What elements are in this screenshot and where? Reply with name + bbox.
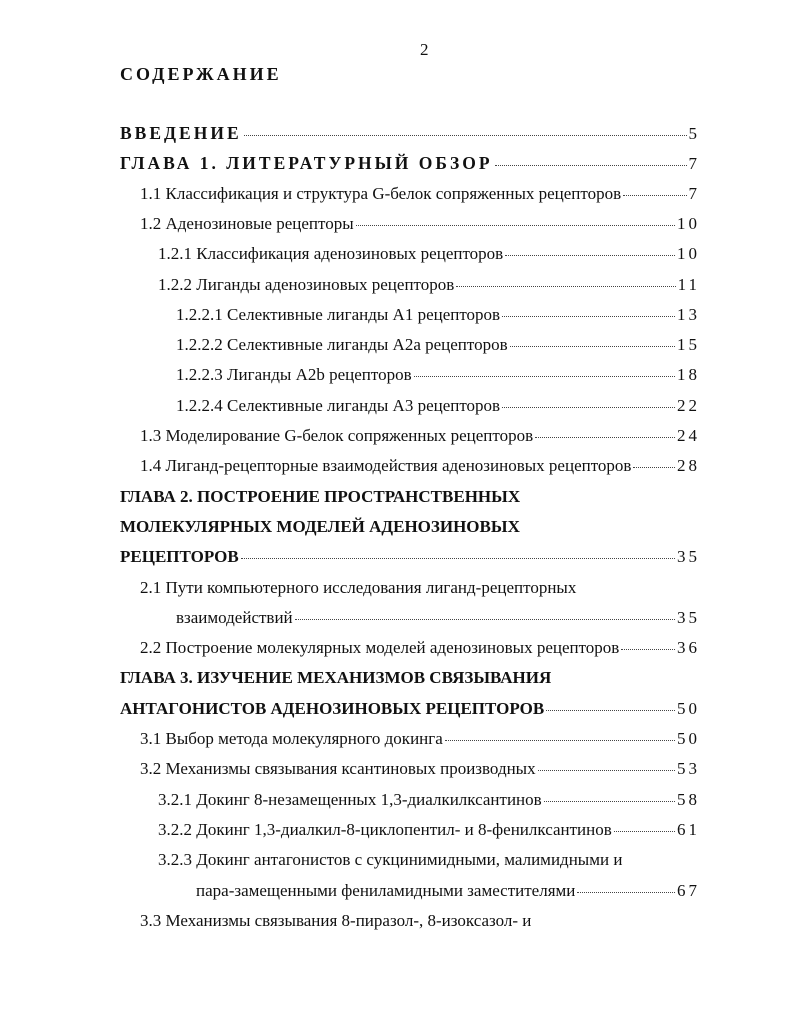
toc-page-number: 7 bbox=[688, 154, 700, 174]
toc-entry-line[interactable] bbox=[158, 275, 700, 299]
toc-entry-title: АНТАГОНИСТОВ АДЕНОЗИНОВЫХ РЕЦЕПТОРОВ bbox=[120, 698, 545, 718]
toc-entry-line[interactable] bbox=[140, 578, 576, 602]
dot-leader bbox=[495, 165, 687, 166]
toc-entry-title: ГЛАВА 2. ПОСТРОЕНИЕ ПРОСТРАНСТВЕННЫХ bbox=[120, 486, 521, 506]
toc-entry-line[interactable] bbox=[176, 335, 700, 359]
toc-page-number: 36 bbox=[677, 638, 700, 658]
toc-entry-title: 3.2.3 Докинг антагонистов с сукцинимидными, малимидными и bbox=[158, 850, 623, 870]
toc-entry-title: пара-замещенными фениламидными заместителями bbox=[196, 880, 576, 900]
toc-entry-title: 1.2.2.2 Селективные лиганды A2a рецепторов bbox=[176, 335, 508, 355]
toc-entry-title: 1.2.2.4 Селективные лиганды A3 рецепторов bbox=[176, 395, 501, 415]
toc-entry-line[interactable] bbox=[120, 547, 700, 571]
toc-entry-title: 3.1 Выбор метода молекулярного докинга bbox=[140, 729, 443, 748]
dot-leader bbox=[633, 467, 675, 468]
toc-page-number: 35 bbox=[677, 607, 700, 627]
dot-leader bbox=[244, 135, 687, 136]
toc-page-number: 7 bbox=[688, 183, 700, 203]
toc-entry-title: 1.2.2.3 Лиганды A2b рецепторов bbox=[176, 365, 412, 385]
toc-entry-line[interactable] bbox=[120, 123, 700, 147]
toc-entry-title: 1.2.1 Классификация аденозиновых рецепторов bbox=[158, 244, 504, 264]
dot-leader bbox=[577, 892, 675, 893]
toc-entry-line[interactable] bbox=[140, 759, 700, 783]
toc-entry-title: 3.3 Механизмы связывания 8-пиразол-, 8-изоксазол- и bbox=[140, 910, 532, 930]
toc-page-number: 53 bbox=[677, 759, 700, 779]
dot-leader bbox=[456, 286, 675, 287]
toc-entry-line[interactable] bbox=[158, 820, 700, 844]
toc-page-number: 5 bbox=[688, 124, 700, 143]
dot-leader bbox=[505, 255, 675, 256]
toc-page-number: 18 bbox=[677, 365, 700, 385]
toc-entry-title: 1.3 Моделирование G-белок сопряженных рецепторов bbox=[140, 426, 534, 445]
toc-entry-line[interactable] bbox=[140, 214, 700, 238]
toc-entry-line[interactable] bbox=[176, 608, 700, 632]
dot-leader bbox=[535, 437, 675, 438]
toc-entry-title: 2.1 Пути компьютерного исследования лиганд-рецепторных bbox=[140, 577, 577, 597]
dot-leader bbox=[356, 225, 675, 226]
toc-entry-title: 3.2.1 Докинг 8-незамещенных 1,3-диалкилксантинов bbox=[158, 789, 542, 809]
toc-entry-line[interactable] bbox=[120, 153, 700, 177]
toc-entry-title: взаимодействий bbox=[176, 607, 293, 627]
toc-entry-line[interactable] bbox=[140, 911, 531, 935]
toc-entry-title: 1.2 Аденозиновые рецепторы bbox=[140, 213, 354, 233]
toc-page-number: 24 bbox=[677, 426, 700, 445]
toc-entry-line[interactable] bbox=[140, 729, 700, 753]
toc-entry-title: 3.2 Механизмы связывания ксантиновых производных bbox=[140, 759, 536, 779]
toc-entry-line[interactable] bbox=[158, 244, 700, 268]
toc-page-number: 67 bbox=[677, 880, 700, 900]
toc-entry-title: ВВЕДЕНИЕ bbox=[120, 123, 242, 143]
toc-entry-title: 1.2.2 Лиганды аденозиновых рецепторов bbox=[158, 274, 455, 294]
toc-entry-line[interactable] bbox=[140, 456, 700, 480]
toc-entry-line[interactable] bbox=[158, 790, 700, 814]
toc-entry-title: МОЛЕКУЛЯРНЫХ МОДЕЛЕЙ АДЕНОЗИНОВЫХ bbox=[120, 516, 520, 536]
toc-entry-line[interactable] bbox=[140, 426, 700, 450]
page-number: 2 bbox=[420, 40, 429, 59]
toc-page-number: 35 bbox=[677, 547, 700, 567]
dot-leader bbox=[538, 770, 675, 771]
dot-leader bbox=[546, 710, 675, 711]
toc-page-number: 50 bbox=[677, 698, 700, 718]
toc-entry-title: 1.2.2.1 Селективные лиганды A1 рецепторов bbox=[176, 304, 501, 324]
toc-entry-title: 2.2 Построение молекулярных моделей аденозиновых рецепторов bbox=[140, 638, 620, 658]
toc-page-number: 28 bbox=[677, 456, 700, 476]
dot-leader bbox=[510, 346, 675, 347]
toc-page-number: 61 bbox=[677, 819, 700, 839]
dot-leader bbox=[502, 407, 675, 408]
toc-entry-title: ГЛАВА 1. ЛИТЕРАТУРНЫЙ ОБЗОР bbox=[120, 153, 493, 174]
toc-entry-line[interactable] bbox=[120, 517, 520, 541]
toc-page-number: 22 bbox=[677, 395, 700, 415]
dot-leader bbox=[502, 316, 675, 317]
dot-leader bbox=[623, 195, 686, 196]
toc-entry-title: ГЛАВА 3. ИЗУЧЕНИЕ МЕХАНИЗМОВ СВЯЗЫВАНИЯ bbox=[120, 668, 552, 688]
toc-page-number: 11 bbox=[677, 274, 700, 294]
toc-entry-title: 1.1 Классификация и структура G-белок сопряженных рецепторов bbox=[140, 183, 622, 203]
toc-page-number: 50 bbox=[677, 729, 700, 748]
toc-title: СОДЕРЖАНИЕ bbox=[120, 64, 282, 84]
dot-leader bbox=[241, 558, 675, 559]
dot-leader bbox=[445, 740, 675, 741]
toc-entry-line[interactable] bbox=[120, 699, 700, 723]
toc-page-number: 10 bbox=[677, 244, 700, 264]
toc-entry-title: 3.2.2 Докинг 1,3-диалкил-8-циклопентил- и 8-фенилксантинов bbox=[158, 819, 612, 839]
dot-leader bbox=[614, 831, 675, 832]
dot-leader bbox=[621, 649, 675, 650]
toc-entry-line[interactable] bbox=[140, 638, 700, 662]
toc-entry-line[interactable] bbox=[120, 668, 551, 692]
toc-entry-title: 1.4 Лиганд-рецепторные взаимодействия аденозиновых рецепторов bbox=[140, 456, 632, 476]
toc-entry-line[interactable] bbox=[120, 487, 520, 511]
toc-page-number: 10 bbox=[677, 213, 700, 233]
dot-leader bbox=[295, 619, 675, 620]
toc-entry-title: РЕЦЕПТОРОВ bbox=[120, 547, 239, 567]
toc-page-number: 15 bbox=[677, 335, 700, 355]
toc-page-number: 58 bbox=[677, 789, 700, 809]
dot-leader bbox=[414, 376, 675, 377]
toc-entry-line[interactable] bbox=[176, 365, 700, 389]
toc-entry-line[interactable] bbox=[140, 184, 700, 208]
dot-leader bbox=[544, 801, 675, 802]
toc-entry-line[interactable] bbox=[176, 396, 700, 420]
toc-page-number: 13 bbox=[677, 304, 700, 324]
toc-entry-line[interactable] bbox=[176, 305, 700, 329]
toc-entry-line[interactable] bbox=[158, 850, 622, 874]
toc-entry-line[interactable] bbox=[196, 881, 700, 905]
